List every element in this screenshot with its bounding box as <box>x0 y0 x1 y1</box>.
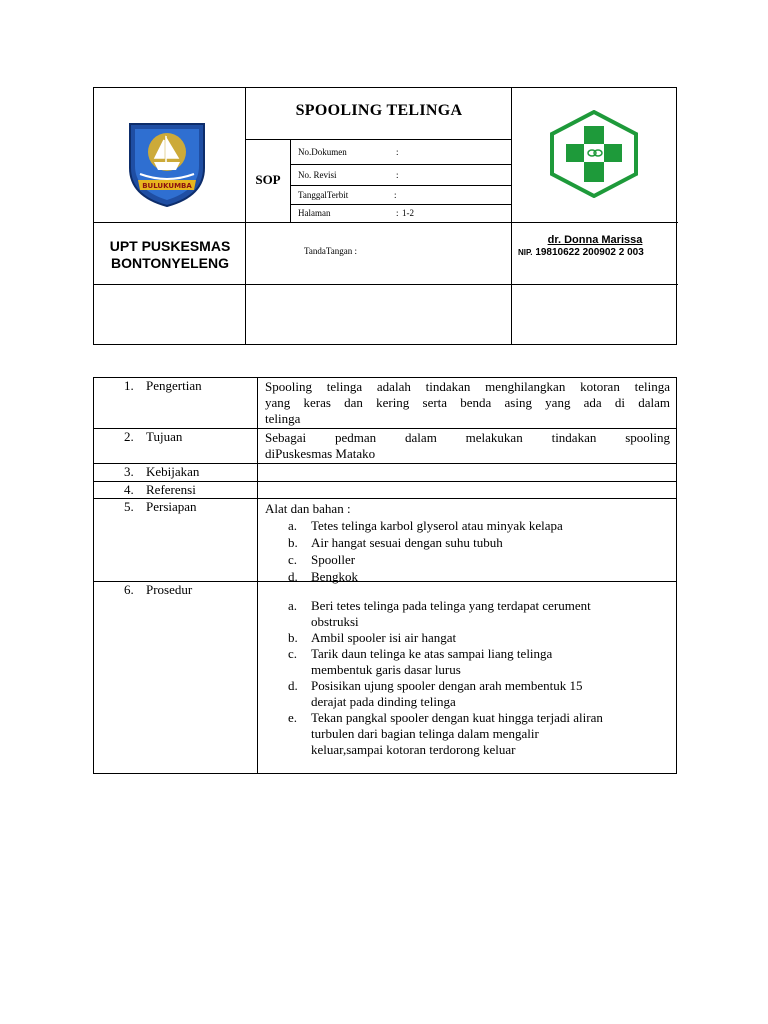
puskesmas-cross-logo <box>546 110 642 198</box>
list-item-text: turbulen dari bagian telinga dalam mengalir <box>311 726 539 741</box>
row-number: 4. <box>124 482 134 497</box>
list-item-text: membentuk garis dasar lurus <box>311 662 461 677</box>
row-text: telinga <box>265 411 301 426</box>
header-divider <box>245 88 246 344</box>
table-row <box>94 464 677 482</box>
header-divider <box>290 185 511 186</box>
meta-label: No.Dokumen <box>298 147 347 157</box>
list-marker: c. <box>288 646 298 661</box>
header-divider <box>94 284 678 285</box>
unit-name-line1: UPT PUSKESMAS <box>109 238 231 254</box>
header-divider <box>290 139 291 222</box>
list-marker: a. <box>288 598 298 613</box>
row-number: 5. <box>124 499 134 514</box>
row-label: Pengertian <box>146 378 202 393</box>
meta-label: TanggalTerbit <box>298 190 349 200</box>
list-item-text: Beri tetes telinga pada telinga yang terdapat cerument <box>311 598 591 613</box>
meta-colon: : <box>396 208 399 218</box>
list-item <box>265 534 670 551</box>
row-label: Persiapan <box>146 499 197 514</box>
procedure-list <box>265 598 670 758</box>
list-marker: b. <box>288 535 298 550</box>
list-item <box>265 551 670 568</box>
meta-label: No. Revisi <box>298 170 337 180</box>
sop-content-table <box>93 377 677 774</box>
list-marker: c. <box>288 552 298 567</box>
list-item <box>265 678 670 710</box>
list-item-text: derajat pada dinding telinga <box>311 694 456 709</box>
unit-name-line2: BONTONYELENG <box>111 255 229 271</box>
list-item <box>265 710 670 758</box>
nip-label: NIP. <box>518 248 533 257</box>
signature-label: TandaTangan : <box>304 246 357 256</box>
table-row <box>94 378 677 429</box>
meta-colon: : <box>396 170 399 180</box>
logo-text: BULUKUMBA <box>142 182 192 190</box>
list-marker: d. <box>288 569 298 584</box>
list-item-text: Posisikan ujung spooler dengan arah membentuk 15 <box>311 678 583 693</box>
row-intro: Alat dan bahan : <box>265 501 351 516</box>
row-text: Sebagai pedman dalam melakukan tindakan spooling <box>265 430 670 445</box>
row-label: Tujuan <box>146 429 183 444</box>
row-text: yang keras dan kering serta benda asing yang ada di dalam <box>265 395 670 410</box>
nip-value: 19810622 200902 2 003 <box>535 247 644 258</box>
page-title: SPOOLING TELINGA <box>295 102 463 119</box>
list-item-text: Tekan pangkal spooler dengan kuat hingga terjadi aliran <box>311 710 603 725</box>
table-row <box>94 429 677 464</box>
list-item <box>265 598 670 630</box>
list-item <box>265 630 670 646</box>
regency-shield-logo <box>122 118 212 208</box>
table-row <box>94 499 677 582</box>
doctor-nip <box>518 247 678 258</box>
row-text: Spooling telinga adalah tindakan menghilangkan kotoran telinga <box>265 379 670 394</box>
list-item-text: Air hangat sesuai dengan suhu tubuh <box>311 535 503 550</box>
header-divider <box>94 222 678 223</box>
list-marker: b. <box>288 630 298 645</box>
header-divider <box>290 164 511 165</box>
list-marker: d. <box>288 678 298 693</box>
list-item <box>265 646 670 678</box>
list-marker: a. <box>288 518 298 533</box>
meta-colon: : <box>396 147 399 157</box>
doctor-name: dr. Donna Marissa <box>547 234 643 246</box>
table-row <box>94 582 677 774</box>
row-number: 6. <box>124 582 134 597</box>
list-item-text: Tarik daun telinga ke atas sampai liang telinga <box>311 646 553 661</box>
row-text: diPuskesmas Matako <box>265 446 376 461</box>
materials-list <box>265 517 670 585</box>
list-marker: e. <box>288 710 298 725</box>
row-label: Referensi <box>146 482 196 497</box>
unit-name <box>94 238 246 272</box>
row-number: 1. <box>124 378 134 393</box>
header-divider <box>511 88 512 344</box>
sop-label: SOP <box>255 172 281 187</box>
list-item-text: Ambil spooler isi air hangat <box>311 630 457 645</box>
row-number: 2. <box>124 429 134 444</box>
list-item-text: Spooller <box>311 552 356 567</box>
meta-colon: : <box>394 190 397 200</box>
sop-header-table <box>93 87 677 345</box>
list-item-text: Tetes telinga karbol glyserol atau minyak kelapa <box>311 518 563 533</box>
header-divider <box>290 204 511 205</box>
meta-label: Halaman <box>298 208 331 218</box>
meta-value: 1-2 <box>402 208 414 218</box>
table-row <box>94 482 677 499</box>
list-item-text: keluar,sampai kotoran terdorong keluar <box>311 742 516 757</box>
list-item-text: Bengkok <box>311 569 358 584</box>
row-label: Kebijakan <box>146 464 200 479</box>
list-item <box>265 568 670 585</box>
list-item-text: obstruksi <box>311 614 359 629</box>
row-number: 3. <box>124 464 134 479</box>
header-divider <box>245 139 511 140</box>
list-item <box>265 517 670 534</box>
row-label: Prosedur <box>146 582 193 597</box>
